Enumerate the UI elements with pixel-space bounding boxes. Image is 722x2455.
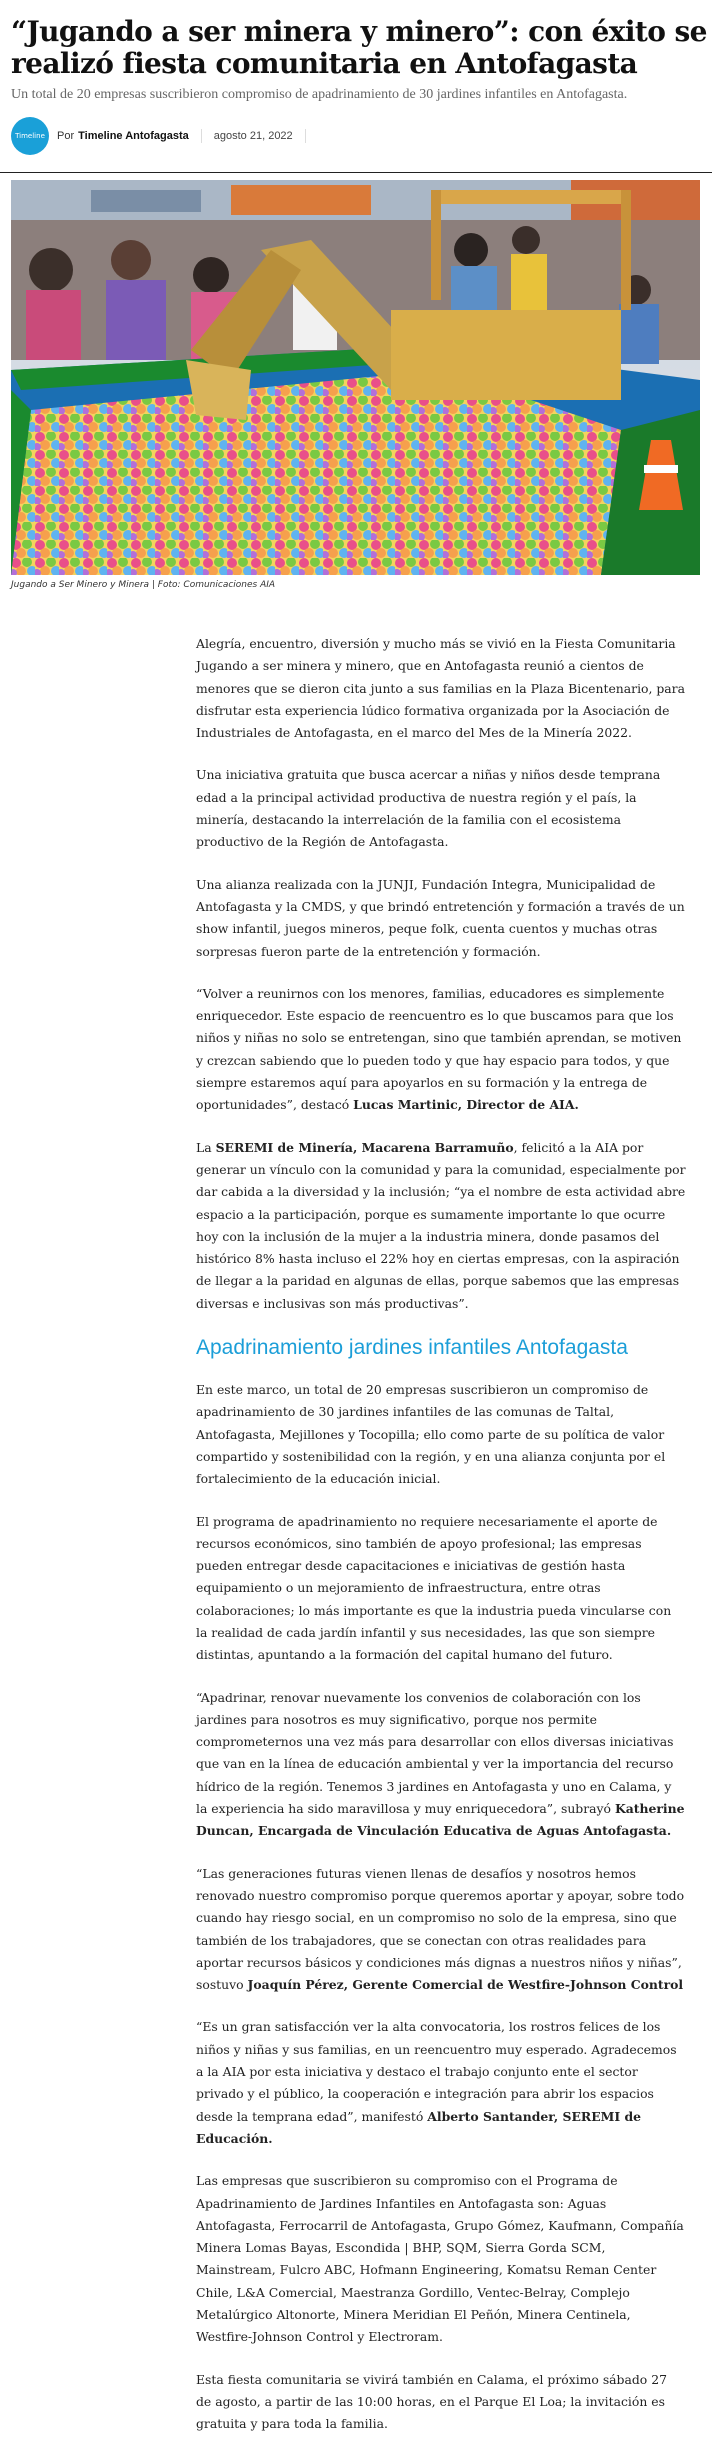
quote-text: “Volver a reunirnos con los menores, familias, educadores es simplemente enriquecedor. Este espacio de reencuentro es lo que buscamos para que los niños y niñas no solo se entretengan, sino que también aprendan, se motiven y crezcan sabiendo que lo pueden todo y que hay espacio para todos, y que siempre estaremos aquí para apoyarlos en su formación y la entrega de oportunidades”, destacó [196,985,682,1113]
paragraph [196,983,686,1117]
article-title: “Jugando a ser minera y minero”: con éxito se realizó fiesta comunitaria en Antofagasta [11,15,707,80]
paragraph: Esta fiesta comunitaria se vivirá también en Calama, el próximo sábado 27 de agosto, a partir de las 10:00 horas, en el Parque El Loa; la invitación es gratuita y para toda la familia. [196,2371,667,2432]
quote-text: , felicitó a la AIA por generar un vínculo con la comunidad y para la comunidad, especialmente por dar cabida a la diversidad y la inclusión; “ya el nombre de esta actividad abre espacio a la participación, porque es sumamente importante lo que ocurre hoy con la inclusión de la mujer a la industria minera, donde pasamos del histórico 8% hasta incluso el 22% hoy en ciertas empresas, con la aspiración de llegar a la paridad en algunas de ellas, porque sabemos que las empresas diversas e inclusivas son más productivas”. [196,1139,686,1311]
paragraph [196,1687,686,1843]
speaker-name: SEREMI de Minería, Macarena Barramuño [215,1139,514,1155]
paragraph [196,1137,686,1315]
paragraph: Una iniciativa gratuita que busca acercar a niñas y niños desde temprana edad a la principal actividad productiva de nuestra región y el país, la minería, destacando la interrelación de la familia con el ecosistema productivo de la Región de Antofagasta. [196,767,661,850]
article-subtitle: Un total de 20 empresas suscribieron compromiso de apadrinamiento de 30 jardines infantiles en Antofagasta. [11,87,628,102]
photo-caption: Jugando a Ser Minero y Minera | Foto: Comunicaciones AIA [11,580,276,590]
byline-divider [305,129,306,143]
paragraph: Alegría, encuentro, diversión y mucho más se vivió en la Fiesta Comunitaria Jugando a ser minera y minero, que en Antofagasta reunió a cientos de menores que se dieron cita junto a sus familias en la Plaza Bicentenario, para disfrutar esta experiencia lúdico formativa organizada por la Asociación de Industriales de Antofagasta, en el marco del Mes de la Minería 2022. [196,636,685,741]
paragraph: Una alianza realizada con la JUNJI, Fundación Integra, Municipalidad de Antofagasta y la CMDS, y que brindó entretención y formación a través de un show infantil, juegos mineros, peque folk, cuenta cuentos y muchas otras sorpresas fueron parte de la entretención y formación. [196,876,685,959]
article-container [11,0,711,156]
avatar-label: Timeline [15,132,45,140]
paragraph-lead: La [196,1139,216,1155]
author-avatar[interactable] [11,117,49,155]
paragraph [196,2016,686,2150]
paragraph: El programa de apadrinamiento no requiere necesariamente el aporte de recursos económicos, sino también de apoyo profesional; las empresas pueden entregar desde capacitaciones e iniciativas de gestión hasta equipamiento o un mejoramiento de infraestructura, entre otras colaboraciones; lo más importante es que la industria pueda vincularse con la realidad de cada jardín infantil y sus necesidades, las que son siempre distintas, apuntando a la formación del capital humano del futuro. [196,1513,672,1663]
byline [11,116,711,156]
article-photo[interactable] [11,180,700,575]
quote-text: “Las generaciones futuras vienen llenas de desafíos y nosotros hemos renovado nuestro compromiso porque queremos aportar y apoyar, sobre todo cuando hay riesgo social, en un compromiso no solo de la empresa, sino que también de los trabajadores, que se conectan con otras realidades para aportar recursos básicos y condiciones más dignas a nuestros niños y niñas”, sostuvo [196,1865,685,1993]
quote-text: “Es un gran satisfacción ver la alta convocatoria, los rostros felices de los niños y niñas y sus familias, en un reencuentro muy esperado. Agradecemos a la AIA por esta iniciativa y destaco el trabajo conjunto ente el sector privado y el público, la cooperación e integración para abrir los espacios desde la temprana edad”, manifestó [196,2019,677,2124]
section-heading: Apadrinamiento jardines infantiles Antofagasta [196,1336,628,1360]
photo-illustration [11,180,700,575]
by-label: Por [57,130,75,142]
header-rule [0,172,712,173]
quote-attribution: Katherine Duncan, Encargada de Vinculación Educativa de Aguas Antofagasta. [196,1801,685,1839]
quote-text: “Apadrinar, renovar nuevamente los convenios de colaboración con los jardines para nosotros es muy significativo, porque nos permite comprometernos una vez más para desarrollar con ellos diversas iniciativas que van en la línea de educación ambiental y ver la importancia del recurso hídrico de la región. Tenemos 3 jardines en Antofagasta y uno en Calama, y la experiencia ha sido maravillosa y muy enriquecedora”, subrayó [196,1689,674,1817]
quote-attribution: Alberto Santander, SEREMI de Educación. [196,2108,642,2146]
byline-divider [201,129,202,143]
paragraph: En este marco, un total de 20 empresas suscribieron un compromiso de apadrinamiento de 30 jardines infantiles de las comunas de Taltal, Antofagasta, Mejillones y Tocopilla; ello como parte de su política de valor compartido y sostenibilidad con la región, y en una alianza conjunta por el fortalecimiento de la educación inicial. [196,1382,666,1487]
paragraph: Las empresas que suscribieron su compromiso con el Programa de Apadrinamiento de Jardines Infantiles en Antofagasta son: Aguas Antofagasta, Ferrocarril de Antofagasta, Grupo Gómez, Kaufmann, Compañía Minera Lomas Bayas, Escondida | BHP, SQM, Sierra Gorda SCM, Mainstream, Fulcro ABC, Hofmann Engineering, Komatsu Reman Center Chile, L&A Comercial, Maestranza Gordillo, Ventec-Belray, Complejo Metalúrgico Altonorte, Minera Meridian El Peñón, Minera Centinela, Westfire-Johnson Control y Electroram. [196,2173,684,2345]
quote-attribution: Joaquín Pérez, Gerente Comercial de Westfire-Johnson Control [247,1977,684,1993]
quote-attribution: Lucas Martinic, Director de AIA. [353,1097,579,1113]
paragraph [196,1863,686,1997]
article-body [196,633,686,2455]
publish-date: agosto 21, 2022 [213,130,293,142]
author-link[interactable]: Timeline Antofagasta [78,130,189,142]
